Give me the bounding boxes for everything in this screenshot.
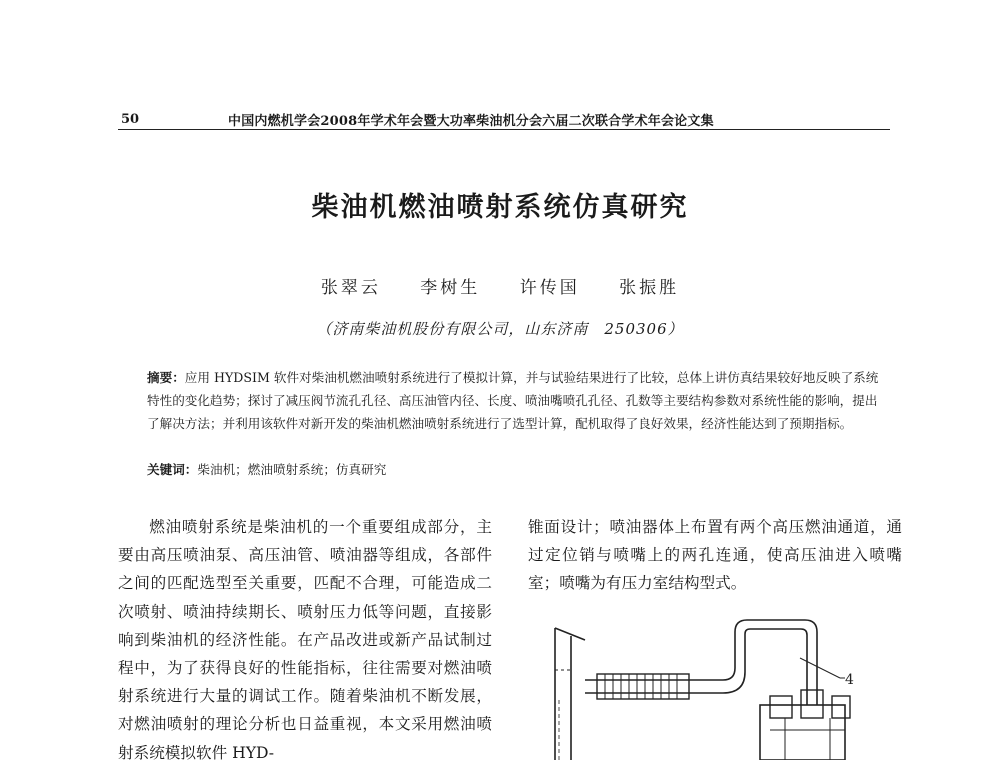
author-2: 李树生 xyxy=(420,278,481,298)
body-right-column xyxy=(528,513,902,598)
injector-body-outline xyxy=(555,628,585,760)
running-header: 中国内燃机学会2008年学术年会暨大功率柴油机分会六届二次联合学术年会论文集 xyxy=(228,114,714,129)
author-4: 张振胜 xyxy=(619,278,680,298)
abstract-label: 摘要： xyxy=(147,370,185,385)
body-paragraph-continued: 锥面设计；喷油器体上布置有两个高压燃油通道，通过定位销与喷嘴上的两孔连通，使高压油进入喷嘴室；喷嘴为有压力室结构型式。 xyxy=(528,518,902,593)
author-1: 张翠云 xyxy=(320,278,381,298)
article-title: 柴油机燃油喷射系统仿真研究 xyxy=(311,192,689,223)
body-left-column xyxy=(118,513,492,767)
abstract-text: 应用 HYDSIM 软件对柴油机燃油喷射系统进行了模拟计算，并与试验结果进行了比较，总体上讲仿真结果较好地反映了系统特性的变化趋势；探讨了减压阀节流孔孔径、高压油管内径、长度、喷油嘴喷孔孔径、孔数等主要结构参数对系统性能的影响，提出了解决方法；并利用该软件对新开发的柴油机燃油喷射系统进行了选型计算，配机取得了良好效果，经济性能达到了预期指标。 xyxy=(147,370,879,431)
keywords-label: 关键词： xyxy=(147,462,198,477)
callout-leader xyxy=(800,658,840,678)
keywords xyxy=(147,458,879,481)
author-3: 许传国 xyxy=(519,278,580,298)
keywords-text: 柴油机；燃油喷射系统；仿真研究 xyxy=(197,462,387,477)
header-rule xyxy=(118,129,890,130)
affiliation: （济南柴油机股份有限公司，山东济南 250306） xyxy=(316,320,684,338)
body-paragraph: 燃油喷射系统是柴油机的一个重要组成部分，主要由高压喷油泵、高压油管、喷油器等组成，各部件之间的匹配选型至关重要，匹配不合理，可能造成二次喷射、喷油持续期长、喷射压力低等问题，直接影响到柴油机的经济性能。在产品改进或新产品试制过程中，为了获得良好的性能指标，往往需要对燃油喷射系统进行大量的调试工作。随着柴油机不断发展，对燃油喷射的理论分析也日益重视，本文采用燃油喷射系统模拟软件 HYD- xyxy=(118,518,492,762)
page-number: 50 xyxy=(121,112,140,127)
injector-drawing xyxy=(545,610,890,760)
author-list xyxy=(0,273,1000,298)
callout-label-4: 4 xyxy=(845,672,854,688)
injector-figure xyxy=(545,610,890,760)
pipe-nut xyxy=(597,674,689,699)
abstract xyxy=(147,366,879,435)
